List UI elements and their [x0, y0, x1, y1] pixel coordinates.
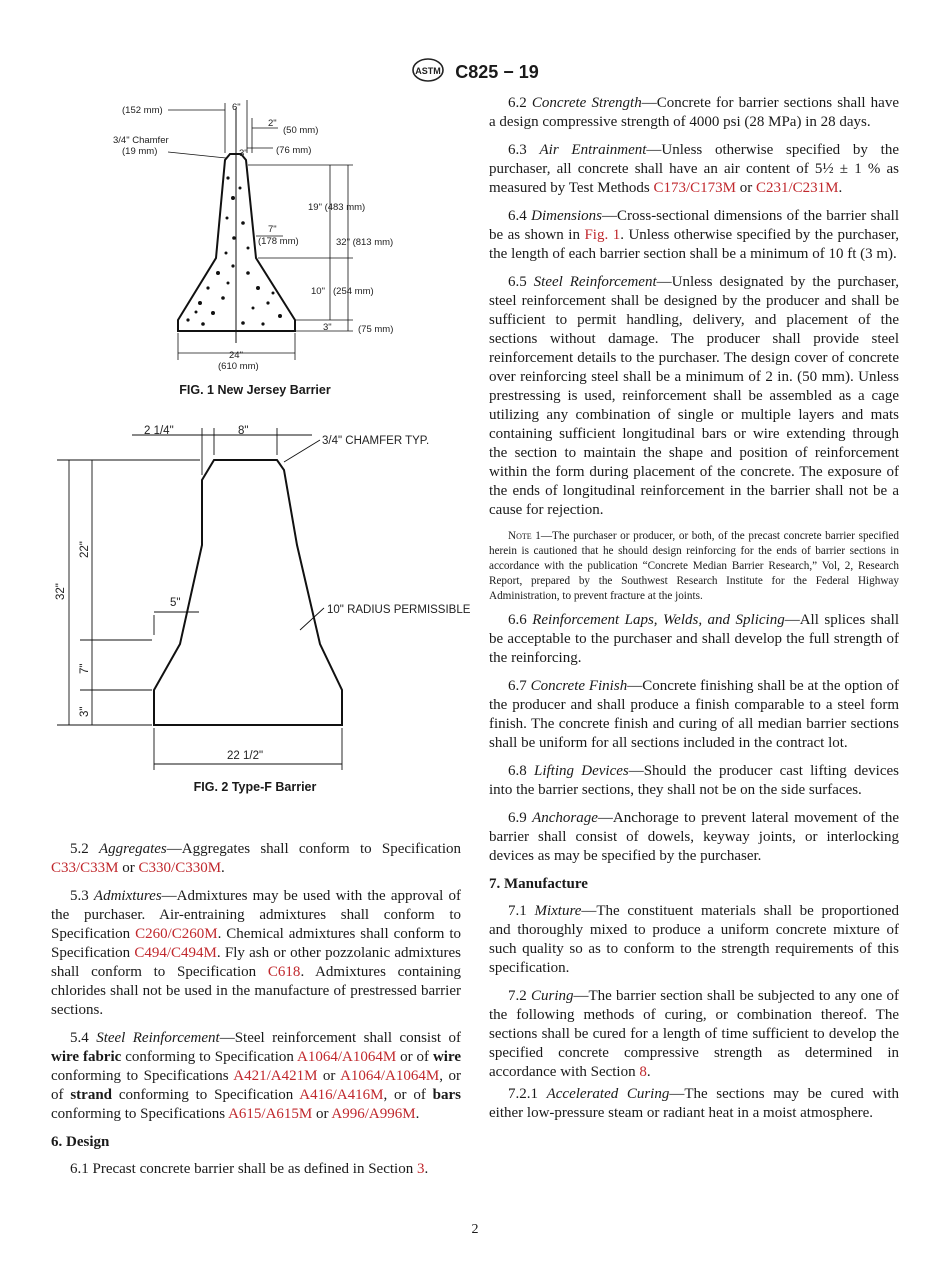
fig1-h32: 32" (813 mm): [336, 237, 394, 248]
fig1-offset-3: 3": [239, 148, 248, 159]
section-7-heading: 7. Manufacture: [489, 876, 588, 892]
right-column: [489, 94, 899, 1132]
para-5-2: 5.2 Aggregates—Aggregates shall conform to Specification C33/C33M or C330/C330M.: [51, 841, 461, 876]
para-6-3: 6.3 Air Entrainment—Unless otherwise specified by the purchaser, all concrete shall have an air content of 5½ ± 1 % as measured by Test Methods C173/C173M or C231/C231M.: [489, 142, 899, 196]
link-a996[interactable]: A996/A996M: [331, 1106, 416, 1122]
fig2-w21: 2 1/4": [144, 425, 174, 437]
para-5-3: 5.3 Admixtures—Admixtures may be used with the approval of the purchaser. Air-entraining admixtures shall conform to Specification C260/C260M. Chemical admixtures shall conform to Specification C494/C494M. Fly ash or other pozzolanic admixtures shall conform to Specification C618. Admixtures containing chlorides shall not be used in the manufacture of prestressed barrier sections.: [51, 888, 462, 1018]
fig1-top-width-mm: (152 mm): [122, 105, 163, 116]
left-column: [51, 840, 461, 1188]
para-6-7: 6.7 Concrete Finish—Concrete finishing shall be at the option of the producer and shall produce a finish comparable to a steel form finish. The concrete finish and curing of all median barrier sections shall be uniform for all sections included in the contract lot.: [489, 678, 900, 751]
link-section-3[interactable]: 3: [416, 1161, 425, 1177]
fig1-offset-3-mm: (76 mm): [276, 145, 312, 156]
link-a1064[interactable]: A1064/A1064M: [296, 1049, 397, 1065]
fig1-h3: 3": [323, 322, 332, 333]
para-7-2-1: 7.2.1 Accelerated Curing—The sections may be cured with either low-pressure steam or radiant heat in a moist atmosphere.: [489, 1086, 900, 1121]
link-c260[interactable]: C260/C260M: [135, 926, 218, 942]
fig2-w8: 8": [238, 425, 249, 437]
fig2-base: 22 1/2": [227, 750, 264, 762]
fig1-chamfer: 3/4" Chamfer: [113, 135, 169, 146]
fig1-offset-2: 2": [268, 118, 277, 129]
fig1-w7: 7": [268, 224, 277, 235]
fig1-top-width: 6": [232, 102, 241, 113]
page-header: [0, 57, 950, 88]
fig2-h3: 3": [79, 706, 91, 717]
para-5-4: 5.4 Steel Reinforcement—Steel reinforcement shall consist of wire fabric conforming to Specification A1064/A1064M or of wire conforming to Specifications A421/A421M or A1064/A1064M, or of strand conforming to Specification A416/A416M, or of bars conforming to Specifications A615/A615M or A996/A996M.: [51, 1030, 462, 1122]
link-fig-1[interactable]: Fig. 1: [584, 227, 621, 243]
fig1-h10: 10": [311, 286, 325, 297]
fig2-chamfer: 3/4" CHAMFER TYP.: [322, 435, 430, 447]
fig1-offset-2-mm: (50 mm): [283, 125, 319, 136]
figure-2: [52, 420, 472, 780]
para-7-2: 7.2 Curing—The barrier section shall be subjected to any one of the following methods of curing, or combination thereof. The sections shall be cured for a length of time sufficient to develop the specified concrete compressive strength as determined in accordance with Section 8.: [489, 988, 899, 1080]
link-a416[interactable]: A416/A416M: [299, 1087, 384, 1103]
fig2-radius: 10" RADIUS PERMISSIBLE: [327, 604, 471, 616]
fig2-h7: 7": [79, 663, 91, 674]
fig2-w5: 5": [170, 597, 181, 609]
link-c494[interactable]: C494/C494M: [134, 945, 217, 961]
fig1-w7-mm: (178 mm): [258, 236, 299, 247]
para-6-8: 6.8 Lifting Devices—Should the producer cast lifting devices into the barrier sections, they shall not be on the side surfaces.: [489, 763, 900, 798]
figure-1: [108, 98, 438, 393]
link-section-8[interactable]: 8: [639, 1064, 647, 1080]
astm-logo-icon: [411, 57, 445, 88]
link-a615[interactable]: A615/A615M: [228, 1106, 313, 1122]
para-7-1: 7.1 Mixture—The constituent materials shall be proportioned and thoroughly mixed to produce a uniform concrete mixture of such quality so as to conform to the strength requirements of this specification.: [489, 903, 899, 976]
fig2-caption: FIG. 2 Type-F Barrier: [193, 780, 317, 794]
fig2-h22: 22": [79, 541, 91, 558]
fig2-h32: 32": [55, 583, 67, 600]
fig1-caption: FIG. 1 New Jersey Barrier: [179, 383, 331, 397]
fig1-h19: 19" (483 mm): [308, 202, 366, 213]
para-6-6: 6.6 Reinforcement Laps, Welds, and Splicing—All splices shall be acceptable to the purchaser and shall develop the full strength of the reinforcing.: [489, 612, 899, 666]
para-6-9: 6.9 Anchorage—Anchorage to prevent lateral movement of the barrier shall consist of dowels, keyway joints, or interlocking devices as may be specified by the purchaser.: [489, 810, 899, 864]
page-number: 2: [471, 1222, 479, 1237]
link-c231[interactable]: C231/C231M: [756, 180, 839, 196]
link-c33[interactable]: C33/C33M: [51, 860, 119, 876]
logo-text: ASTM: [415, 66, 441, 76]
link-a421[interactable]: A421/A421M: [233, 1068, 318, 1084]
link-a1064-2[interactable]: A1064/A1064M: [340, 1068, 440, 1084]
para-6-5: 6.5 Steel Reinforcement—Unless designated by the purchaser, steel reinforcement shall be designed by the producer and shall be sufficient to permit handling, delivery, and placement of the sections without damage. The producer shall provide steel reinforcement details to the purchaser. The design cover of concrete over reinforcing steel shall be a minimum of 2 in. (50 mm). Unless prestressing is used, reinforcement shall be assembled as a cage utilizing any combination of single or multiple layers and mats containing sufficient longitudinal bars or wire extending through the section to maintain the shape and position of reinforcement within the form during placement of the concrete. The exposure of the ends of longitudinal reinforcement in the barrier shall not be a cause for rejection.: [489, 274, 899, 518]
fig1-base-mm: (610 mm): [218, 361, 259, 372]
para-6-4: 6.4 Dimensions—Cross-sectional dimensions of the barrier shall be as shown in Fig. 1. Unless otherwise specified by the purchaser, the length of each barrier section shall be a minimum of 10 ft (3 m).: [489, 208, 900, 262]
fig1-h3-mm: (75 mm): [358, 324, 394, 335]
fig1-chamfer-mm: (19 mm): [122, 146, 158, 157]
fig1-h10-mm: (254 mm): [333, 286, 374, 297]
para-6-2: 6.2 Concrete Strength—Concrete for barrier sections shall have a design compressive strength of 4000 psi (28 MPa) in 28 days.: [489, 95, 899, 130]
para-6-1: 6.1 Precast concrete barrier shall be as defined in Section 3.: [70, 1161, 429, 1177]
link-c173[interactable]: C173/C173M: [653, 180, 736, 196]
link-c618[interactable]: C618: [267, 964, 301, 980]
link-c330[interactable]: C330/C330M: [138, 860, 222, 876]
standard-designation: C825 − 19: [455, 62, 539, 82]
note-1: Note 1—The purchaser or producer, or both, of the precast concrete barrier specified herein is cautioned that he should design reinforcing for the ends of barrier sections in accordance with the publication “Concrete Median Barrier Research,” Vol, 2, Research Report, prepared by the Southwest Research Institute for the Federal Highway Administration, to prevent fracture at the joints.: [489, 530, 899, 602]
section-6-heading: 6. Design: [51, 1134, 110, 1150]
fig1-base: 24": [229, 350, 243, 361]
